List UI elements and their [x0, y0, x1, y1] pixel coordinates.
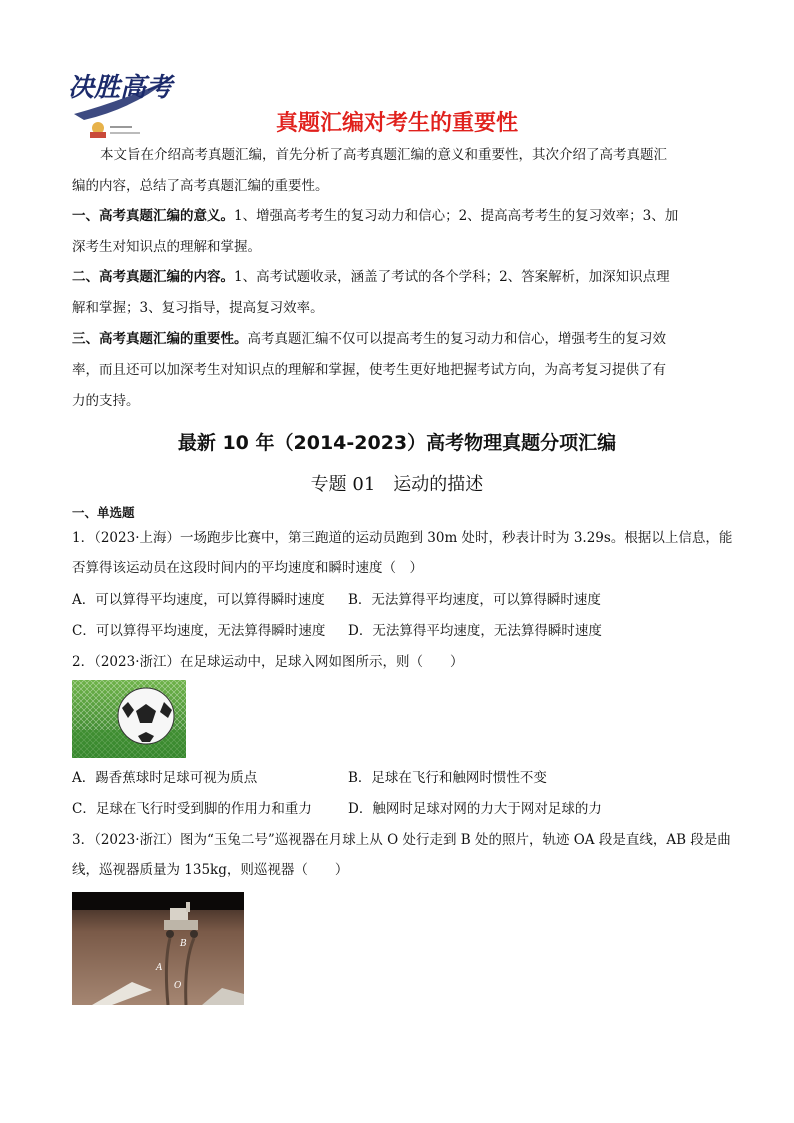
lunar-rover-photo [72, 892, 244, 1005]
q1-option-b: B．无法算得平均速度，可以算得瞬时速度 [348, 592, 601, 608]
section-1-head: 一、高考真题汇编的意义。 [72, 208, 234, 224]
question-2-line-1: 2．（2023·浙江）在足球运动中，足球入网如图所示，则（ ） [72, 654, 464, 670]
section-1-line-2: 深考生对知识点的理解和掌握。 [72, 239, 261, 255]
question-3-line-1: 3．（2023·浙江）图为“玉兔二号”巡视器在月球上从 O 处行走到 B 处的照片，轨迹 OA 段是直线，AB 段是曲 [72, 832, 731, 848]
label-b: B [180, 939, 187, 949]
section-2-line-1 [72, 267, 724, 287]
question-1-line-2: 否算得该运动员在这段时间内的平均速度和瞬时速度（ ） [72, 560, 423, 576]
page-title: 真题汇编对考生的重要性 [275, 111, 518, 136]
section-2-body: 1、高考试题收录，涵盖了考试的各个学科；2、答案解析，加深知识点理 [234, 269, 670, 285]
section-3-line-3: 力的支持。 [72, 393, 140, 409]
q2-option-a: A．踢香蕉球时足球可视为质点 [72, 770, 258, 786]
section-1-line-1 [72, 206, 724, 226]
q1-option-d: D．无法算得平均速度，无法算得瞬时速度 [348, 623, 602, 639]
section-3-line-1 [72, 329, 724, 349]
section-3-body: 高考真题汇编不仅可以提高考生的复习动力和信心，增强考生的复习效 [247, 331, 666, 347]
q1-option-a: A．可以算得平均速度，可以算得瞬时速度 [72, 592, 325, 608]
main-heading: 最新 10 年（2014-2023）高考物理真题分项汇编 [177, 432, 617, 454]
section-label: 一、单选题 [72, 505, 135, 520]
logo-text: 决胜高考 [68, 73, 173, 103]
q1-option-c: C．可以算得平均速度，无法算得瞬时速度 [72, 623, 326, 639]
sub-heading: 专题 01 运动的描述 [310, 474, 484, 495]
section-2-line-2: 解和掌握；3、复习指导，提高复习效率。 [72, 300, 324, 316]
label-o: O [174, 981, 182, 991]
soccer-ball-photo [72, 680, 186, 758]
section-1-body: 1、增强高考考生的复习动力和信心；2、提高高考考生的复习效率；3、加 [234, 208, 679, 224]
section-3-head: 三、高考真题汇编的重要性。 [72, 331, 248, 347]
question-3-line-2: 线，巡视器质量为 135kg，则巡视器（ ） [72, 862, 349, 878]
q2-option-b: B．足球在飞行和触网时惯性不变 [348, 770, 547, 786]
section-3-line-2: 率，而且还可以加深考生对知识点的理解和掌握，使考生更好地把握考试方向，为高考复习提供了有 [72, 362, 666, 378]
question-1-line-1: 1．（2023·上海）一场跑步比赛中，第三跑道的运动员跑到 30m 处时，秒表计时为 3.29s。根据以上信息，能 [72, 530, 733, 546]
intro-line-1: 本文旨在介绍高考真题汇编，首先分析了高考真题汇编的意义和重要性，其次介绍了高考真题汇 [100, 147, 667, 163]
q2-option-d: D．触网时足球对网的力大于网对足球的力 [348, 801, 602, 817]
intro-line-2: 编的内容，总结了高考真题汇编的重要性。 [72, 178, 329, 194]
section-2-head: 二、高考真题汇编的内容。 [72, 269, 234, 285]
q2-option-c: C．足球在飞行时受到脚的作用力和重力 [72, 801, 312, 817]
label-a: A [156, 963, 163, 973]
